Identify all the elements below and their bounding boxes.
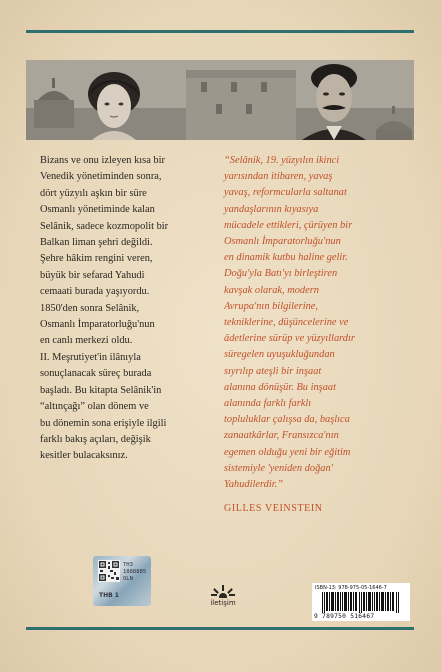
sticker-code-line: OLN bbox=[123, 576, 133, 582]
sunburst-logo-icon bbox=[211, 584, 235, 598]
sticker-code-line: 1888885 bbox=[123, 569, 147, 575]
quote-author: GILLES VEINSTEIN bbox=[224, 503, 323, 514]
top-teal-rule bbox=[26, 30, 414, 33]
isbn-label: ISBN-13: 978-975-05-1646-7 bbox=[315, 585, 387, 591]
synopsis-line: başladı. Bu kitapta Selânik'in bbox=[40, 384, 162, 396]
quote-line: egemen olduğu yeni bir eğitim bbox=[224, 446, 351, 458]
quote-line: en dinamik kutbu haline gelir. bbox=[224, 252, 348, 264]
quote-line: alanında farklı farklı bbox=[224, 398, 312, 410]
quote-line: alanına dönüşür. Bu inşaat bbox=[224, 381, 336, 393]
quote-line: Yahudilerdir.” bbox=[224, 479, 283, 491]
quote-line: topluluklar çalışsa da, başlıca bbox=[224, 414, 350, 426]
quote-line: sıyrılıp ateşli bir inşaat bbox=[224, 365, 322, 377]
quote-line: Doğu'yla Batı'yı birleştiren bbox=[224, 268, 338, 280]
quote-text bbox=[224, 153, 416, 493]
isbn-barcode bbox=[312, 583, 410, 621]
quote-line: yarısından itibaren, yavaş bbox=[224, 171, 333, 183]
quote-line: tekniklerine, düşüncelerine ve bbox=[224, 317, 349, 329]
sticker-code bbox=[123, 562, 146, 583]
synopsis-line: Osmanlı yönetiminde kalan bbox=[40, 204, 155, 216]
quote-line: süregelen uyuşukluğundan bbox=[224, 349, 335, 361]
synopsis-line: en canlı merkezi oldu. bbox=[40, 335, 133, 347]
synopsis-line: Selânik, sadece kozmopolit bir bbox=[40, 220, 169, 232]
quote-line: yandaşlarının kıyasıya bbox=[224, 203, 319, 215]
synopsis-line: II. Meşrutiyet'in ilânıyla bbox=[40, 351, 141, 363]
quote-line: âdetlerine sürüp ve yüzyıllardır bbox=[224, 333, 355, 345]
quote-line: “Selânik, 19. yüzyılın ikinci bbox=[224, 155, 340, 166]
synopsis-line: dört yüzyılı aşkın bir süre bbox=[40, 187, 147, 199]
synopsis-line: Venedik yönetiminden sonra, bbox=[40, 171, 162, 183]
quote-line: kavşak olarak, modern bbox=[224, 284, 319, 296]
synopsis-line: sonuçlanacak süreç burada bbox=[40, 368, 152, 380]
cover-photo-strip bbox=[26, 60, 414, 140]
quote-line: Avrupa'nın bilgilerine, bbox=[224, 300, 318, 312]
publisher-name: iletişim bbox=[210, 599, 236, 607]
sticker-label: THB 1 bbox=[99, 592, 119, 599]
synopsis-line: büyük bir sefarad Yahudi bbox=[40, 269, 145, 281]
barcode-number: 9 789750 516467 bbox=[314, 613, 375, 620]
synopsis-line: “altınçağı” olan dönem ve bbox=[40, 401, 149, 413]
synopsis-line: farklı bakış açıları, değişik bbox=[40, 433, 151, 445]
synopsis-text bbox=[40, 153, 203, 465]
synopsis-line: Osmanlı İmparatorluğu'nun bbox=[40, 319, 155, 331]
quote-line: mücadele ettikleri, çürüyen bir bbox=[224, 219, 353, 231]
synopsis-line: cemaati burada yaşıyordu. bbox=[40, 286, 150, 298]
synopsis-line: Balkan liman şehri değildi. bbox=[40, 237, 153, 249]
synopsis-line: 1850'den sonra Selânik, bbox=[40, 302, 140, 314]
quote-line: yavaş, reformcularla saltanat bbox=[224, 187, 347, 199]
synopsis-line: Şehre hâkim rengini veren, bbox=[40, 253, 153, 265]
qr-code-icon bbox=[98, 560, 120, 582]
quote-line: Osmanlı İmparatorluğu'nun bbox=[224, 236, 341, 248]
bottom-teal-rule bbox=[26, 627, 414, 630]
hologram-sticker bbox=[93, 556, 151, 606]
barcode-icon bbox=[322, 592, 402, 613]
quote-line: sistemiyle 'yeniden doğan' bbox=[224, 462, 333, 474]
synopsis-line: kesitler bulacaksınız. bbox=[40, 450, 128, 462]
synopsis-line: Bizans ve onu izleyen kısa bir bbox=[40, 155, 165, 166]
sticker-code-line: TH3 bbox=[123, 562, 133, 568]
publisher-logo bbox=[206, 584, 240, 620]
quote-line: zanaatkârlar, Fransızca'nın bbox=[224, 430, 339, 442]
synopsis-line: bu dönemin sona erişiyle ilgili bbox=[40, 417, 167, 429]
